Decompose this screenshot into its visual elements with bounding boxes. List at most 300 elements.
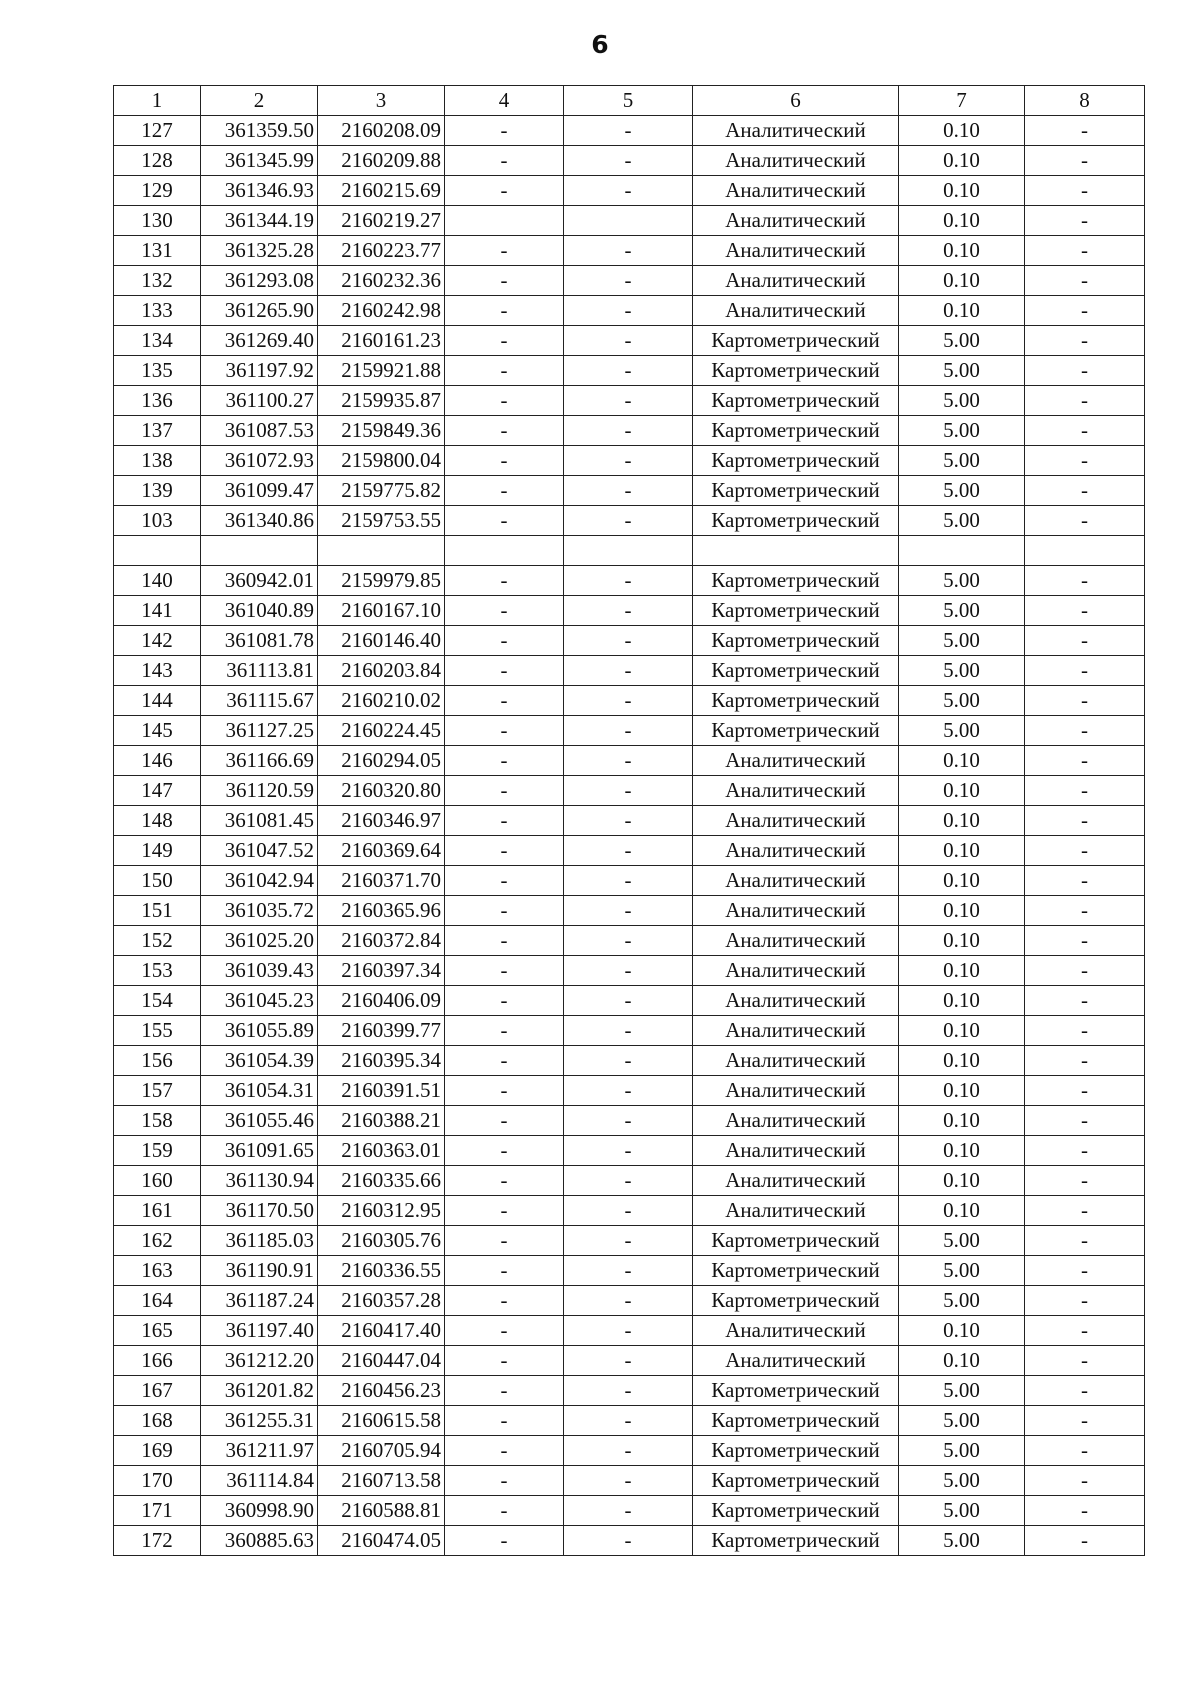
accuracy-cell: 5.00 [899, 1286, 1025, 1316]
column-5-cell: - [564, 986, 693, 1016]
column-8-cell: - [1025, 896, 1145, 926]
column-4-cell: - [445, 686, 564, 716]
x-coordinate-cell: 361042.94 [201, 866, 318, 896]
point-number-cell: 165 [114, 1316, 201, 1346]
y-coordinate-cell: 2160615.58 [318, 1406, 445, 1436]
column-8-cell: - [1025, 956, 1145, 986]
x-coordinate-cell [201, 536, 318, 566]
column-5-cell: - [564, 806, 693, 836]
column-4-cell: - [445, 1346, 564, 1376]
table-row [114, 986, 1145, 1016]
point-number-cell: 151 [114, 896, 201, 926]
column-5-cell: - [564, 776, 693, 806]
method-cell: Картометрический [693, 1526, 899, 1556]
x-coordinate-cell: 361185.03 [201, 1226, 318, 1256]
x-coordinate-cell: 361346.93 [201, 176, 318, 206]
table-row [114, 506, 1145, 536]
column-4-cell: - [445, 956, 564, 986]
accuracy-cell: 5.00 [899, 566, 1025, 596]
point-number-cell: 164 [114, 1286, 201, 1316]
y-coordinate-cell: 2160388.21 [318, 1106, 445, 1136]
table-row [114, 1466, 1145, 1496]
column-header: 8 [1025, 86, 1145, 116]
accuracy-cell: 0.10 [899, 986, 1025, 1016]
table-row [114, 146, 1145, 176]
point-number-cell: 166 [114, 1346, 201, 1376]
accuracy-cell: 5.00 [899, 1226, 1025, 1256]
x-coordinate-cell: 361325.28 [201, 236, 318, 266]
method-cell: Картометрический [693, 626, 899, 656]
x-coordinate-cell: 361099.47 [201, 476, 318, 506]
column-5-cell: - [564, 386, 693, 416]
point-number-cell: 143 [114, 656, 201, 686]
x-coordinate-cell: 361055.46 [201, 1106, 318, 1136]
y-coordinate-cell: 2160203.84 [318, 656, 445, 686]
method-cell: Аналитический [693, 926, 899, 956]
method-cell: Аналитический [693, 1106, 899, 1136]
method-cell: Картометрический [693, 656, 899, 686]
point-number-cell: 134 [114, 326, 201, 356]
point-number-cell: 161 [114, 1196, 201, 1226]
accuracy-cell: 5.00 [899, 596, 1025, 626]
method-cell: Картометрический [693, 446, 899, 476]
column-4-cell: - [445, 296, 564, 326]
column-8-cell: - [1025, 296, 1145, 326]
y-coordinate-cell: 2160305.76 [318, 1226, 445, 1256]
column-8-cell [1025, 536, 1145, 566]
column-4-cell: - [445, 866, 564, 896]
accuracy-cell: 5.00 [899, 386, 1025, 416]
column-4-cell: - [445, 746, 564, 776]
column-5-cell: - [564, 1226, 693, 1256]
accuracy-cell: 5.00 [899, 1436, 1025, 1466]
x-coordinate-cell: 361025.20 [201, 926, 318, 956]
accuracy-cell: 0.10 [899, 176, 1025, 206]
y-coordinate-cell: 2160210.02 [318, 686, 445, 716]
x-coordinate-cell: 361127.25 [201, 716, 318, 746]
x-coordinate-cell: 361081.45 [201, 806, 318, 836]
column-4-cell: - [445, 896, 564, 926]
x-coordinate-cell: 361040.89 [201, 596, 318, 626]
method-cell: Картометрический [693, 1286, 899, 1316]
point-number-cell: 139 [114, 476, 201, 506]
y-coordinate-cell: 2160363.01 [318, 1136, 445, 1166]
accuracy-cell: 0.10 [899, 116, 1025, 146]
x-coordinate-cell: 361115.67 [201, 686, 318, 716]
point-number-cell: 160 [114, 1166, 201, 1196]
method-cell: Картометрический [693, 1406, 899, 1436]
method-cell: Аналитический [693, 776, 899, 806]
table-row [114, 1286, 1145, 1316]
point-number-cell: 149 [114, 836, 201, 866]
y-coordinate-cell: 2159775.82 [318, 476, 445, 506]
method-cell: Аналитический [693, 1196, 899, 1226]
column-5-cell: - [564, 1376, 693, 1406]
method-cell: Картометрический [693, 1376, 899, 1406]
column-4-cell: - [445, 146, 564, 176]
x-coordinate-cell: 361211.97 [201, 1436, 318, 1466]
column-8-cell: - [1025, 1226, 1145, 1256]
column-8-cell: - [1025, 626, 1145, 656]
column-4-cell: - [445, 836, 564, 866]
method-cell: Аналитический [693, 806, 899, 836]
column-header: 7 [899, 86, 1025, 116]
column-5-cell: - [564, 476, 693, 506]
method-cell: Аналитический [693, 206, 899, 236]
y-coordinate-cell: 2160456.23 [318, 1376, 445, 1406]
y-coordinate-cell: 2160161.23 [318, 326, 445, 356]
accuracy-cell: 5.00 [899, 356, 1025, 386]
table-row [114, 206, 1145, 236]
column-5-cell: - [564, 116, 693, 146]
column-5-cell: - [564, 1256, 693, 1286]
y-coordinate-cell: 2160215.69 [318, 176, 445, 206]
column-4-cell: - [445, 476, 564, 506]
column-5-cell: - [564, 1526, 693, 1556]
point-number-cell: 158 [114, 1106, 201, 1136]
column-5-cell: - [564, 446, 693, 476]
y-coordinate-cell: 2160242.98 [318, 296, 445, 326]
column-5-cell: - [564, 356, 693, 386]
column-4-cell [445, 206, 564, 236]
column-5-cell: - [564, 656, 693, 686]
x-coordinate-cell: 361345.99 [201, 146, 318, 176]
method-cell: Аналитический [693, 236, 899, 266]
method-cell: Аналитический [693, 746, 899, 776]
x-coordinate-cell: 361045.23 [201, 986, 318, 1016]
column-8-cell: - [1025, 1316, 1145, 1346]
column-4-cell: - [445, 1166, 564, 1196]
column-8-cell: - [1025, 446, 1145, 476]
table-row [114, 1196, 1145, 1226]
column-4-cell: - [445, 506, 564, 536]
y-coordinate-cell: 2160397.34 [318, 956, 445, 986]
column-8-cell: - [1025, 416, 1145, 446]
column-4-cell: - [445, 986, 564, 1016]
column-4-cell: - [445, 236, 564, 266]
table-row [114, 776, 1145, 806]
point-number-cell: 146 [114, 746, 201, 776]
point-number-cell: 131 [114, 236, 201, 266]
method-cell: Картометрический [693, 716, 899, 746]
point-number-cell: 169 [114, 1436, 201, 1466]
point-number-cell: 159 [114, 1136, 201, 1166]
x-coordinate-cell: 361344.19 [201, 206, 318, 236]
method-cell: Картометрический [693, 1466, 899, 1496]
table-row [114, 386, 1145, 416]
column-5-cell: - [564, 1166, 693, 1196]
x-coordinate-cell: 361120.59 [201, 776, 318, 806]
column-8-cell: - [1025, 1016, 1145, 1046]
y-coordinate-cell: 2159921.88 [318, 356, 445, 386]
table-row [114, 1166, 1145, 1196]
accuracy-cell: 0.10 [899, 836, 1025, 866]
table-row [114, 806, 1145, 836]
accuracy-cell: 5.00 [899, 446, 1025, 476]
column-5-cell: - [564, 1196, 693, 1226]
column-4-cell: - [445, 566, 564, 596]
column-5-cell [564, 536, 693, 566]
column-8-cell: - [1025, 836, 1145, 866]
column-4-cell: - [445, 1436, 564, 1466]
column-4-cell: - [445, 596, 564, 626]
column-4-cell: - [445, 116, 564, 146]
column-header: 2 [201, 86, 318, 116]
column-8-cell: - [1025, 386, 1145, 416]
table-row [114, 626, 1145, 656]
column-8-cell: - [1025, 866, 1145, 896]
column-5-cell: - [564, 176, 693, 206]
column-5-cell: - [564, 146, 693, 176]
method-cell: Аналитический [693, 1166, 899, 1196]
method-cell: Картометрический [693, 1226, 899, 1256]
table-row [114, 356, 1145, 386]
accuracy-cell: 0.10 [899, 866, 1025, 896]
column-8-cell: - [1025, 1376, 1145, 1406]
column-8-cell: - [1025, 1406, 1145, 1436]
x-coordinate-cell: 360885.63 [201, 1526, 318, 1556]
column-5-cell: - [564, 716, 693, 746]
table-row [114, 1436, 1145, 1466]
column-8-cell: - [1025, 326, 1145, 356]
point-number-cell: 154 [114, 986, 201, 1016]
point-number-cell: 142 [114, 626, 201, 656]
column-4-cell: - [445, 326, 564, 356]
y-coordinate-cell: 2160320.80 [318, 776, 445, 806]
column-8-cell: - [1025, 176, 1145, 206]
point-number-cell: 137 [114, 416, 201, 446]
y-coordinate-cell: 2160357.28 [318, 1286, 445, 1316]
column-5-cell: - [564, 626, 693, 656]
accuracy-cell: 0.10 [899, 1166, 1025, 1196]
accuracy-cell: 0.10 [899, 236, 1025, 266]
x-coordinate-cell: 361087.53 [201, 416, 318, 446]
point-number-cell: 127 [114, 116, 201, 146]
column-header: 5 [564, 86, 693, 116]
table-row [114, 596, 1145, 626]
accuracy-cell: 0.10 [899, 776, 1025, 806]
column-8-cell: - [1025, 146, 1145, 176]
y-coordinate-cell: 2160371.70 [318, 866, 445, 896]
table-row [114, 1226, 1145, 1256]
accuracy-cell: 5.00 [899, 1406, 1025, 1436]
point-number-cell: 138 [114, 446, 201, 476]
method-cell: Аналитический [693, 956, 899, 986]
column-8-cell: - [1025, 986, 1145, 1016]
table-row [114, 716, 1145, 746]
y-coordinate-cell: 2160336.55 [318, 1256, 445, 1286]
point-number-cell: 147 [114, 776, 201, 806]
y-coordinate-cell: 2160167.10 [318, 596, 445, 626]
point-number-cell: 130 [114, 206, 201, 236]
point-number-cell: 141 [114, 596, 201, 626]
column-5-cell: - [564, 746, 693, 776]
point-number-cell: 156 [114, 1046, 201, 1076]
x-coordinate-cell: 361255.31 [201, 1406, 318, 1436]
column-5-cell: - [564, 1136, 693, 1166]
point-number-cell: 168 [114, 1406, 201, 1436]
table-row [114, 1376, 1145, 1406]
column-4-cell: - [445, 626, 564, 656]
column-4-cell: - [445, 1196, 564, 1226]
column-8-cell: - [1025, 476, 1145, 506]
method-cell: Картометрический [693, 476, 899, 506]
column-4-cell: - [445, 386, 564, 416]
column-8-cell: - [1025, 656, 1145, 686]
column-8-cell: - [1025, 926, 1145, 956]
point-number-cell: 135 [114, 356, 201, 386]
table-row [114, 926, 1145, 956]
y-coordinate-cell: 2160399.77 [318, 1016, 445, 1046]
accuracy-cell: 0.10 [899, 1046, 1025, 1076]
accuracy-cell: 5.00 [899, 1376, 1025, 1406]
coordinates-table [113, 85, 1145, 1556]
method-cell: Аналитический [693, 866, 899, 896]
column-5-cell: - [564, 326, 693, 356]
y-coordinate-cell: 2160395.34 [318, 1046, 445, 1076]
column-4-cell: - [445, 176, 564, 206]
point-number-cell: 170 [114, 1466, 201, 1496]
method-cell: Картометрический [693, 356, 899, 386]
column-4-cell: - [445, 656, 564, 686]
method-cell: Картометрический [693, 416, 899, 446]
y-coordinate-cell: 2160372.84 [318, 926, 445, 956]
column-8-cell: - [1025, 266, 1145, 296]
x-coordinate-cell: 361047.52 [201, 836, 318, 866]
column-8-cell: - [1025, 1436, 1145, 1466]
x-coordinate-cell: 361269.40 [201, 326, 318, 356]
column-5-cell: - [564, 1286, 693, 1316]
column-header: 6 [693, 86, 899, 116]
point-number-cell: 132 [114, 266, 201, 296]
method-cell: Картометрический [693, 1256, 899, 1286]
point-number-cell: 163 [114, 1256, 201, 1286]
point-number-cell: 103 [114, 506, 201, 536]
table-row [114, 1076, 1145, 1106]
accuracy-cell: 0.10 [899, 1076, 1025, 1106]
method-cell: Аналитический [693, 116, 899, 146]
column-8-cell: - [1025, 1256, 1145, 1286]
method-cell [693, 536, 899, 566]
method-cell: Картометрический [693, 596, 899, 626]
table-row [114, 116, 1145, 146]
column-8-cell: - [1025, 746, 1145, 776]
column-8-cell: - [1025, 1496, 1145, 1526]
y-coordinate-cell: 2160406.09 [318, 986, 445, 1016]
column-8-cell: - [1025, 356, 1145, 386]
column-8-cell: - [1025, 506, 1145, 536]
y-coordinate-cell: 2160447.04 [318, 1346, 445, 1376]
y-coordinate-cell: 2160223.77 [318, 236, 445, 266]
column-4-cell: - [445, 416, 564, 446]
accuracy-cell: 5.00 [899, 416, 1025, 446]
method-cell: Аналитический [693, 146, 899, 176]
x-coordinate-cell: 361081.78 [201, 626, 318, 656]
method-cell: Аналитический [693, 1076, 899, 1106]
accuracy-cell: 0.10 [899, 1346, 1025, 1376]
method-cell: Аналитический [693, 296, 899, 326]
accuracy-cell: 5.00 [899, 656, 1025, 686]
x-coordinate-cell: 361212.20 [201, 1346, 318, 1376]
method-cell: Картометрический [693, 566, 899, 596]
column-4-cell: - [445, 1286, 564, 1316]
table-body [114, 86, 1145, 1556]
point-number-cell: 144 [114, 686, 201, 716]
column-5-cell: - [564, 296, 693, 326]
point-number-cell: 150 [114, 866, 201, 896]
column-4-cell: - [445, 1226, 564, 1256]
x-coordinate-cell: 361072.93 [201, 446, 318, 476]
method-cell: Картометрический [693, 1496, 899, 1526]
column-4-cell: - [445, 1316, 564, 1346]
y-coordinate-cell: 2160705.94 [318, 1436, 445, 1466]
y-coordinate-cell: 2159800.04 [318, 446, 445, 476]
column-8-cell: - [1025, 806, 1145, 836]
x-coordinate-cell: 361039.43 [201, 956, 318, 986]
accuracy-cell: 5.00 [899, 506, 1025, 536]
x-coordinate-cell: 361113.81 [201, 656, 318, 686]
y-coordinate-cell: 2159849.36 [318, 416, 445, 446]
accuracy-cell: 0.10 [899, 1136, 1025, 1166]
y-coordinate-cell: 2160219.27 [318, 206, 445, 236]
x-coordinate-cell: 361340.86 [201, 506, 318, 536]
method-cell: Аналитический [693, 266, 899, 296]
accuracy-cell: 0.10 [899, 1316, 1025, 1346]
column-header: 4 [445, 86, 564, 116]
x-coordinate-cell: 361197.92 [201, 356, 318, 386]
column-header: 3 [318, 86, 445, 116]
column-5-cell: - [564, 1466, 693, 1496]
column-4-cell: - [445, 716, 564, 746]
y-coordinate-cell: 2160208.09 [318, 116, 445, 146]
column-4-cell: - [445, 1466, 564, 1496]
column-5-cell: - [564, 1076, 693, 1106]
x-coordinate-cell: 361035.72 [201, 896, 318, 926]
point-number-cell: 162 [114, 1226, 201, 1256]
x-coordinate-cell: 361201.82 [201, 1376, 318, 1406]
y-coordinate-cell: 2160232.36 [318, 266, 445, 296]
table-row [114, 1136, 1145, 1166]
x-coordinate-cell: 361055.89 [201, 1016, 318, 1046]
y-coordinate-cell: 2160391.51 [318, 1076, 445, 1106]
table-row [114, 566, 1145, 596]
point-number-cell: 155 [114, 1016, 201, 1046]
accuracy-cell: 0.10 [899, 896, 1025, 926]
table-row [114, 956, 1145, 986]
accuracy-cell: 5.00 [899, 1526, 1025, 1556]
column-5-cell: - [564, 866, 693, 896]
table-row [114, 266, 1145, 296]
x-coordinate-cell: 360998.90 [201, 1496, 318, 1526]
x-coordinate-cell: 361187.24 [201, 1286, 318, 1316]
column-5-cell: - [564, 1316, 693, 1346]
column-4-cell: - [445, 446, 564, 476]
table-row [114, 1046, 1145, 1076]
table-row [114, 416, 1145, 446]
method-cell: Аналитический [693, 896, 899, 926]
column-8-cell: - [1025, 206, 1145, 236]
accuracy-cell: 5.00 [899, 686, 1025, 716]
method-cell: Картометрический [693, 1436, 899, 1466]
table-row [114, 446, 1145, 476]
table-row [114, 656, 1145, 686]
x-coordinate-cell: 361265.90 [201, 296, 318, 326]
column-4-cell: - [445, 1376, 564, 1406]
point-number-cell: 171 [114, 1496, 201, 1526]
x-coordinate-cell: 361054.31 [201, 1076, 318, 1106]
point-number-cell: 172 [114, 1526, 201, 1556]
method-cell: Аналитический [693, 1316, 899, 1346]
